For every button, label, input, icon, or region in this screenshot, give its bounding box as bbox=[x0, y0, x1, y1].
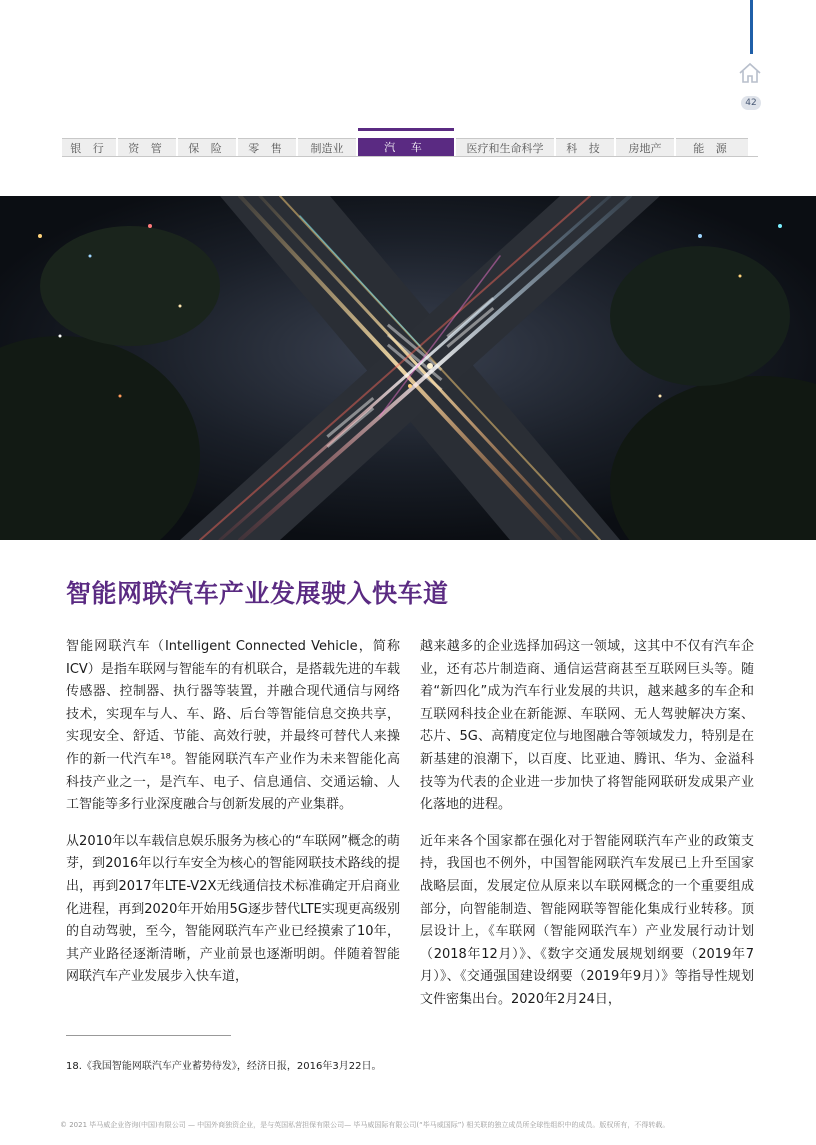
tab-manufacturing[interactable]: 制造业 bbox=[298, 138, 356, 157]
footnote: 18.《我国智能网联汽车产业蓄势待发》，经济日报，2016年3月22日。 bbox=[66, 1061, 382, 1072]
page-number: 42 bbox=[741, 96, 761, 110]
tab-energy[interactable]: 能 源 bbox=[676, 138, 748, 157]
tab-banking[interactable]: 银 行 bbox=[62, 138, 116, 157]
copyright-notice: © 2021 毕马威企业咨询(中国)有限公司 — 中国外商独资企业，是与英国私营担保有限公司— 毕马威国际有限公司(“毕马威国际”) 相关联的独立成员所全球性组织中的成员。版权所有，不得转载。 bbox=[60, 1121, 670, 1129]
tab-real-estate[interactable]: 房地产 bbox=[616, 138, 674, 157]
industry-tabs bbox=[62, 138, 758, 157]
hero-image-night-intersection bbox=[0, 196, 816, 540]
home-icon[interactable] bbox=[738, 62, 762, 84]
tab-underline bbox=[62, 156, 758, 157]
tab-insurance[interactable]: 保 险 bbox=[178, 138, 236, 157]
paragraph: 智能网联汽车（Intelligent Connected Vehicle，简称ICV）是指车联网与智能车的有机联合，是搭载先进的车载传感器、控制器、执行器等装置，并融合现代通信与网络技术，实现车与人、车、路、后台等智能信息交换共享，实现安全、舒适、节能、高效行驶，并最终可替代人来操作的新一代汽车¹⁸。智能网联汽车产业作为未来智能化高科技产业之一，是汽车、电子、信息通信、交通运输、人工智能等多行业深度融合与创新发展的产业集群。 bbox=[66, 639, 400, 813]
article-column-left bbox=[66, 636, 400, 1003]
tab-retail[interactable]: 零 售 bbox=[238, 138, 296, 157]
tab-automotive[interactable]: 汽 车 bbox=[358, 138, 454, 157]
article-title: 智能网联汽车产业发展驶入快车道 bbox=[66, 579, 449, 608]
footnote-divider bbox=[66, 1035, 231, 1036]
tab-healthcare-life-sciences[interactable]: 医疗和生命科学 bbox=[456, 138, 554, 157]
tab-technology[interactable]: 科 技 bbox=[556, 138, 614, 157]
paragraph: 越来越多的企业选择加码这一领域，这其中不仅有汽车企业，还有芯片制造商、通信运营商甚至互联网巨头等。随着“新四化”成为汽车行业发展的共识，越来越多的车企和互联网科技企业在新能源、车联网、无人驾驶解决方案、芯片、5G、高精度定位与地图融合等领域发力，特别是在新基建的浪潮下，以百度、比亚迪、腾讯、华为、金溢科技等为代表的企业进一步加快了将智能网联研发成果产业化落地的进程。 bbox=[420, 639, 754, 813]
paragraph: 近年来各个国家都在强化对于智能网联汽车产业的政策支持，我国也不例外，中国智能网联汽车发展已上升至国家战略层面，发展定位从原来以车联网概念的一个重要组成部分，向智能制造、智能网联等智能化集成行业转移。顶层设计上，《车联网（智能网联汽车）产业发展行动计划（2018年12月）》、《数字交通发展规划纲要（2019年7月）》、《交通强国建设纲要（2019年9月）》等指导性规划文件密集出台。2020年2月24日， bbox=[420, 833, 754, 1007]
tab-asset-management[interactable]: 资 管 bbox=[118, 138, 176, 157]
top-accent-rule bbox=[750, 0, 753, 54]
article-column-right bbox=[420, 636, 754, 1026]
paragraph: 从2010年以车载信息娱乐服务为核心的“车联网”概念的萌芽，到2016年以行车安全为核心的智能网联技术路线的提出，再到2017年LTE-V2X无线通信技术标准确定开启商业化进程，再到2020年开始用5G逐步替代LTE实现更高级别的自动驾驶，至今，智能网联汽车产业已经摸索了10年，其产业路径逐渐清晰，产业前景也逐渐明朗。伴随着智能网联汽车产业发展步入快车道， bbox=[66, 833, 400, 985]
